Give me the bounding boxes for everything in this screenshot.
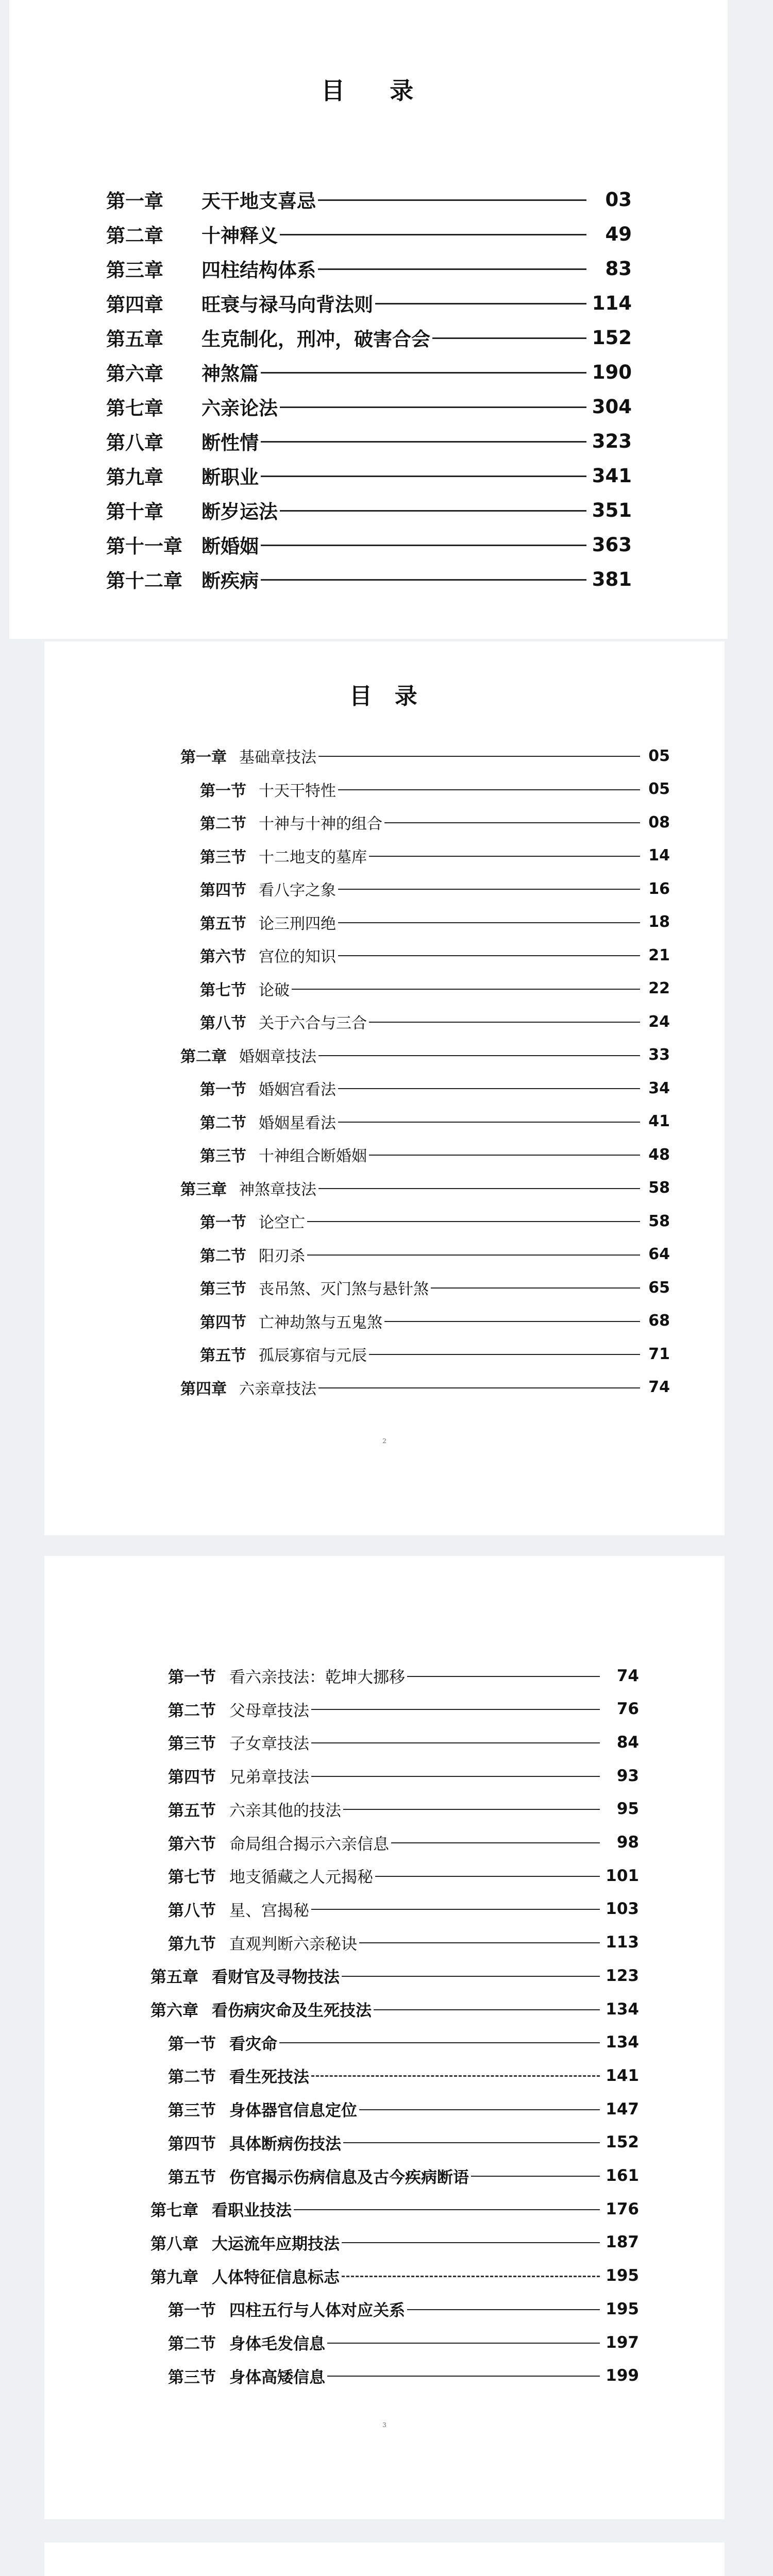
toc-entry-title: 看六亲技法：乾坤大挪移 <box>229 1668 405 1687</box>
toc-entry <box>168 2097 639 2121</box>
leader-line <box>261 476 586 477</box>
toc-entry-label: 第三节 <box>200 1147 246 1165</box>
leader-line <box>318 199 586 201</box>
leader-line <box>407 2309 600 2310</box>
toc-entry-title: 伤官揭示伤病信息及古今疾病断语 <box>229 2168 469 2187</box>
toc-entry-page: 381 <box>592 568 632 590</box>
toc-entry-page: 161 <box>606 2166 639 2185</box>
toc-entry-title: 直观判断六亲秘诀 <box>229 1935 357 1954</box>
toc-entry-title: 十二地支的墓库 <box>259 848 367 867</box>
toc-entry-label: 第六节 <box>168 1835 216 1854</box>
toc-entry-page: 134 <box>606 1999 639 2019</box>
toc-entry-page: 34 <box>648 1079 670 1097</box>
toc-entry-page: 363 <box>592 533 632 556</box>
toc-entry-title: 亡神劫煞与五鬼煞 <box>259 1313 382 1332</box>
toc-entry-label: 第七节 <box>168 1868 216 1887</box>
toc-entry-page: 176 <box>606 2199 639 2218</box>
toc-entry-page: 71 <box>648 1345 670 1363</box>
toc-entry-label: 第三节 <box>168 2368 216 2387</box>
leader-line <box>359 2109 600 2110</box>
leader-line <box>407 1676 600 1677</box>
toc-entry-title: 身体高矮信息 <box>229 2368 325 2387</box>
toc-entry <box>168 2331 639 2354</box>
toc-entry-title: 兄弟章技法 <box>229 1768 309 1787</box>
toc-entry <box>106 393 632 420</box>
toc-entry-label: 第一节 <box>200 782 246 800</box>
leader-line <box>338 1088 640 1089</box>
toc-entry-label: 第十章 <box>106 501 163 523</box>
leader-line <box>375 1876 600 1877</box>
leader-line <box>261 372 586 374</box>
toc-entry-title: 论破 <box>259 981 290 999</box>
toc-entry <box>168 2064 639 2087</box>
toc-entry <box>168 1864 639 1887</box>
leader-line <box>369 1155 640 1156</box>
toc-entry-label: 第四节 <box>200 882 246 900</box>
toc-entry <box>200 1143 670 1166</box>
toc-entry-title: 神煞篇 <box>201 363 259 385</box>
leader-line <box>318 756 640 757</box>
leader-line <box>384 1321 640 1322</box>
toc-entry <box>180 1376 670 1399</box>
toc-entry-title: 六亲章技法 <box>239 1380 316 1398</box>
toc-entry-label: 第六节 <box>200 948 246 966</box>
toc-entry <box>168 2297 639 2320</box>
toc-entry-label: 第二节 <box>168 2068 216 2087</box>
toc-entry-page: 103 <box>606 1900 639 1919</box>
toc-entry <box>180 1177 670 1199</box>
leader-line <box>327 2343 600 2344</box>
toc-entry-label: 第十一章 <box>106 535 182 557</box>
toc-entry-label: 第四节 <box>168 2134 216 2154</box>
toc-entry-label: 第三节 <box>200 1280 246 1298</box>
toc-entry-page: 49 <box>605 223 632 245</box>
toc-entry-label: 第四节 <box>200 1313 246 1332</box>
leader-line <box>311 1776 600 1777</box>
toc-entry-page: 41 <box>648 1112 670 1130</box>
toc-entry <box>200 877 670 900</box>
leader-line <box>307 1255 640 1256</box>
leader-line <box>318 1188 640 1189</box>
leader-line <box>338 1122 640 1123</box>
toc-entry-label: 第三节 <box>168 2102 216 2121</box>
leader-line <box>342 2242 600 2243</box>
toc-entry-page: 22 <box>648 979 670 997</box>
toc-entry-label: 第四节 <box>168 1768 216 1787</box>
toc-entry <box>200 1276 670 1299</box>
leader-line <box>280 234 586 235</box>
toc-entry-title: 论空亡 <box>259 1214 305 1232</box>
leader-line <box>343 2142 600 2143</box>
page-number: 2 <box>382 1437 386 1445</box>
toc-entry <box>200 1010 670 1033</box>
toc-entry <box>106 289 632 317</box>
leader-line <box>338 789 640 790</box>
toc-entry-page: 05 <box>648 780 670 798</box>
toc-entry-page: 152 <box>592 326 632 349</box>
toc-entry-title: 旺衰与禄马向背法则 <box>201 294 373 316</box>
toc-entry-label: 第三节 <box>168 1735 216 1754</box>
toc-entry-page: 187 <box>606 2233 639 2252</box>
leader-line <box>375 303 586 304</box>
toc-entry-title: 丧吊煞、灭门煞与悬针煞 <box>259 1280 429 1298</box>
toc-entry-page: 84 <box>616 1733 639 1752</box>
toc-entry-label: 第一节 <box>200 1214 246 1232</box>
toc-entry-page: 197 <box>606 2333 639 2352</box>
toc-entry-label: 第五节 <box>200 1347 246 1365</box>
toc-entry-page: 134 <box>606 2033 639 2052</box>
leader-line <box>432 337 586 339</box>
toc-entry-page: 18 <box>648 913 670 931</box>
toc-entry-title: 看伤病灾命及生死技法 <box>212 2002 372 2020</box>
toc-entry-title: 宫位的知识 <box>259 948 336 966</box>
toc-entry-label: 第七节 <box>200 981 246 999</box>
toc-entry-page: 58 <box>648 1212 670 1230</box>
toc-entry-page: 74 <box>616 1666 639 1685</box>
leader-line <box>292 989 640 990</box>
toc-entry-title: 断婚姻 <box>201 535 259 557</box>
leader-line <box>311 1709 600 1710</box>
leader-line <box>318 1387 640 1388</box>
leader-line <box>359 1942 600 1943</box>
toc-entry-label: 第二节 <box>168 2335 216 2353</box>
toc-entry-page: 58 <box>648 1179 670 1197</box>
toc-entry-title: 人体特征信息标志 <box>212 2268 340 2287</box>
toc-entry <box>200 911 670 934</box>
toc-entry-title: 天干地支喜忌 <box>201 190 316 212</box>
toc-entry <box>168 1664 639 1687</box>
toc-entry-title: 地支循藏之人元揭秘 <box>229 1868 373 1887</box>
leader-line <box>343 1809 600 1810</box>
toc-entry <box>168 1897 639 1921</box>
toc-entry-page: 33 <box>648 1046 670 1064</box>
toc-entry-label: 第一节 <box>168 1668 216 1687</box>
toc-entry-page: 351 <box>592 499 632 521</box>
toc-entry-label: 第三章 <box>180 1180 227 1199</box>
toc-entry <box>200 977 670 1000</box>
toc-entry-title: 大运流年应期技法 <box>212 2234 340 2253</box>
leader-line <box>327 2376 600 2377</box>
toc-entry-page: 199 <box>606 2366 639 2385</box>
toc-entry <box>200 844 670 867</box>
toc-entry-label: 第八节 <box>200 1014 246 1032</box>
toc-entry-page: 195 <box>606 2299 639 2318</box>
leader-line <box>338 955 640 956</box>
toc-entry-title: 阳刃杀 <box>259 1247 305 1265</box>
toc-entry-label: 第二节 <box>200 1247 246 1265</box>
toc-entry-label: 第一节 <box>168 2035 216 2054</box>
toc-entry <box>106 427 632 455</box>
toc-entry <box>106 255 632 282</box>
leader-line <box>384 822 640 823</box>
toc-entry-title: 身体器官信息定位 <box>229 2102 357 2121</box>
leader-line <box>391 1842 600 1843</box>
leader-line <box>431 1287 640 1289</box>
toc-entry <box>200 811 670 834</box>
toc-entry-page: 48 <box>648 1145 670 1164</box>
toc-entry-page: 195 <box>606 2266 639 2285</box>
toc-entry-label: 第一章 <box>180 749 227 767</box>
toc-entry <box>200 1310 670 1332</box>
toc-entry-label: 第七章 <box>150 2201 198 2221</box>
toc-entry-label: 第二节 <box>168 1701 216 1720</box>
leader-line <box>374 2009 600 2010</box>
toc-entry <box>200 1110 670 1133</box>
toc-entry <box>106 565 632 593</box>
toc-page-4 <box>44 2543 725 2576</box>
toc-entry-page: 64 <box>648 1245 670 1263</box>
toc-entry-label: 第二章 <box>180 1047 227 1066</box>
toc-entry <box>106 220 632 248</box>
toc-entry-label: 第八章 <box>106 432 163 454</box>
toc-entry-page: 341 <box>592 464 632 487</box>
toc-entry-page: 05 <box>648 747 670 765</box>
toc-entry-page: 68 <box>648 1312 670 1330</box>
toc-entry-title: 四柱五行与人体对应关系 <box>229 2301 405 2320</box>
toc-entry-title: 六亲其他的技法 <box>229 1801 341 1820</box>
leader-line <box>261 579 586 581</box>
toc-entry-title: 十天干特性 <box>259 782 336 800</box>
toc-entry-label: 第一章 <box>106 190 163 212</box>
toc-entry-page: 152 <box>606 2133 639 2152</box>
leader-line <box>311 1742 600 1743</box>
toc-entry <box>168 1831 639 1854</box>
leader-line <box>471 2176 600 2177</box>
toc-entry-title: 论三刑四绝 <box>259 914 336 933</box>
toc-entry-title: 十神释义 <box>201 225 278 247</box>
toc-entry <box>168 1798 639 1821</box>
toc-entry-title: 关于六合与三合 <box>259 1014 367 1032</box>
toc-entry <box>106 531 632 558</box>
toc-entry-page: 190 <box>592 361 632 383</box>
toc-entry <box>106 185 632 213</box>
leader-line <box>342 1976 600 1977</box>
toc-entry-page: 76 <box>616 1700 639 1719</box>
toc-entry <box>168 1931 639 1954</box>
toc-entry-page: 323 <box>592 430 632 452</box>
toc-entry <box>150 1997 639 2021</box>
toc-entry-label: 第三节 <box>200 848 246 867</box>
toc-entry <box>200 1210 670 1232</box>
leader-line <box>307 1221 640 1222</box>
leader-line <box>338 889 640 890</box>
toc-entry-title: 生克制化，刑冲，破害合会 <box>201 328 430 350</box>
toc-entry <box>200 944 670 967</box>
toc-entry <box>168 1698 639 1721</box>
toc-entry <box>200 1343 670 1365</box>
toc-entry-label: 第二节 <box>200 1114 246 1132</box>
toc-entry-page: 21 <box>648 946 670 964</box>
toc-entry-label: 第五节 <box>168 2168 216 2187</box>
toc-entry-label: 第七章 <box>106 397 163 419</box>
leader-line <box>369 1354 640 1355</box>
toc-entry-title: 神煞章技法 <box>239 1180 316 1199</box>
toc-entry-page: 74 <box>648 1378 670 1396</box>
toc-entry-page: 123 <box>606 1966 639 1985</box>
toc-entry <box>106 324 632 351</box>
toc-entry-page: 08 <box>648 813 670 832</box>
toc-entry-page: 101 <box>606 1866 639 1885</box>
toc-entry-page: 14 <box>648 846 670 865</box>
toc-entry-label: 第四章 <box>106 294 163 316</box>
toc-entry-label: 第五章 <box>106 328 163 350</box>
toc-entry-page: 113 <box>606 1933 639 1952</box>
toc-entry-page: 141 <box>606 2066 639 2085</box>
leader-line <box>342 2276 600 2277</box>
leader-line <box>311 2075 600 2077</box>
toc-entry-title: 六亲论法 <box>201 397 278 419</box>
toc-entry-title: 断岁运法 <box>201 501 278 523</box>
leader-line <box>261 545 586 546</box>
toc-entry-label: 第九节 <box>168 1935 216 1954</box>
toc-entry-label: 第四章 <box>180 1380 227 1398</box>
leader-line <box>261 441 586 443</box>
toc-entry-title: 看职业技法 <box>212 2201 292 2221</box>
toc-entry-label: 第五节 <box>168 1801 216 1820</box>
toc-page-3 <box>44 1556 725 2519</box>
toc-entry-title: 十神组合断婚姻 <box>259 1147 367 1165</box>
toc-entry-page: 147 <box>606 2099 639 2119</box>
toc-entry-page: 95 <box>616 1800 639 1819</box>
toc-entry-title: 基础章技法 <box>239 749 316 767</box>
toc-entry-title: 父母章技法 <box>229 1701 309 1720</box>
toc-entry-label: 第一节 <box>200 1081 246 1099</box>
toc-entry-title: 星、宫揭秘 <box>229 1901 309 1920</box>
toc-entry-title: 十神与十神的组合 <box>259 815 382 833</box>
toc-entry-page: 65 <box>648 1278 670 1297</box>
toc-entry-title: 断疾病 <box>201 570 259 592</box>
toc-entry <box>150 2264 639 2287</box>
toc-entry-label: 第九章 <box>150 2268 198 2287</box>
toc-entry-title: 身体毛发信息 <box>229 2335 325 2353</box>
toc-entry <box>200 1077 670 1099</box>
toc-entry <box>200 1243 670 1266</box>
toc-entry <box>200 778 670 801</box>
leader-line <box>311 1909 600 1910</box>
toc-entry-page: 304 <box>592 395 632 418</box>
leader-line <box>280 406 586 408</box>
toc-entry-page: 03 <box>605 188 632 211</box>
toc-entry-title: 四柱结构体系 <box>201 259 316 281</box>
toc-entry-page: 98 <box>616 1833 639 1852</box>
toc-entry-label: 第三章 <box>106 259 163 281</box>
leader-line <box>369 1022 640 1023</box>
toc-entry-label: 第五章 <box>150 1968 198 1987</box>
toc-entry-page: 93 <box>616 1766 639 1785</box>
toc-entry-label: 第八章 <box>150 2234 198 2253</box>
toc-entry <box>150 1964 639 1987</box>
leader-line <box>279 2042 600 2043</box>
toc-title: 目 录 <box>349 683 420 709</box>
toc-title: 目 录 <box>321 77 416 105</box>
toc-entry-title: 断职业 <box>201 466 259 488</box>
leader-line <box>369 856 640 857</box>
toc-entry-title: 命局组合揭示六亲信息 <box>229 1835 389 1854</box>
leader-line <box>318 268 586 270</box>
toc-entry-title: 看生死技法 <box>229 2068 309 2087</box>
leader-line <box>318 1055 640 1056</box>
toc-entry-label: 第六章 <box>150 2002 198 2020</box>
toc-page-2 <box>44 641 725 1535</box>
toc-entry-label: 第一节 <box>168 2301 216 2320</box>
leader-line <box>280 510 586 512</box>
toc-entry-title: 看八字之象 <box>259 882 336 900</box>
toc-entry-page: 83 <box>605 257 632 280</box>
toc-entry <box>168 2131 639 2154</box>
toc-entry <box>168 1764 639 1787</box>
toc-entry-title: 看财官及寻物技法 <box>212 1968 340 1987</box>
toc-entry-label: 第九章 <box>106 466 163 488</box>
toc-entry-title: 断性情 <box>201 432 259 454</box>
toc-entry-title: 具体断病伤技法 <box>229 2134 341 2154</box>
toc-entry-label: 第十二章 <box>106 570 182 592</box>
toc-entry-page: 24 <box>648 1012 670 1031</box>
toc-entry <box>106 462 632 489</box>
leader-line <box>338 922 640 923</box>
toc-entry-page: 114 <box>592 292 632 314</box>
leader-line <box>294 2209 600 2210</box>
toc-entry <box>180 1044 670 1066</box>
toc-entry-title: 婚姻章技法 <box>239 1047 316 1066</box>
page-number: 3 <box>382 2421 386 2429</box>
toc-page-1 <box>9 0 728 639</box>
toc-entry-title: 婚姻宫看法 <box>259 1081 336 1099</box>
toc-entry <box>168 2164 639 2188</box>
toc-entry <box>168 1731 639 1754</box>
toc-entry <box>106 358 632 386</box>
toc-entry <box>106 496 632 524</box>
toc-entry <box>150 2231 639 2254</box>
toc-entry-title: 子女章技法 <box>229 1735 309 1754</box>
toc-entry-title: 婚姻星看法 <box>259 1114 336 1132</box>
toc-entry-label: 第二节 <box>200 815 246 833</box>
toc-entry-page: 16 <box>648 879 670 898</box>
toc-entry <box>168 2364 639 2387</box>
toc-entry-title: 孤辰寡宿与元辰 <box>259 1347 367 1365</box>
toc-entry <box>168 2031 639 2054</box>
toc-entry-title: 看灾命 <box>229 2035 277 2054</box>
toc-entry-label: 第五节 <box>200 914 246 933</box>
toc-entry <box>150 2197 639 2221</box>
toc-entry-label: 第二章 <box>106 225 163 247</box>
toc-entry-label: 第八节 <box>168 1901 216 1920</box>
toc-entry <box>180 744 670 767</box>
toc-entry-label: 第六章 <box>106 363 163 385</box>
